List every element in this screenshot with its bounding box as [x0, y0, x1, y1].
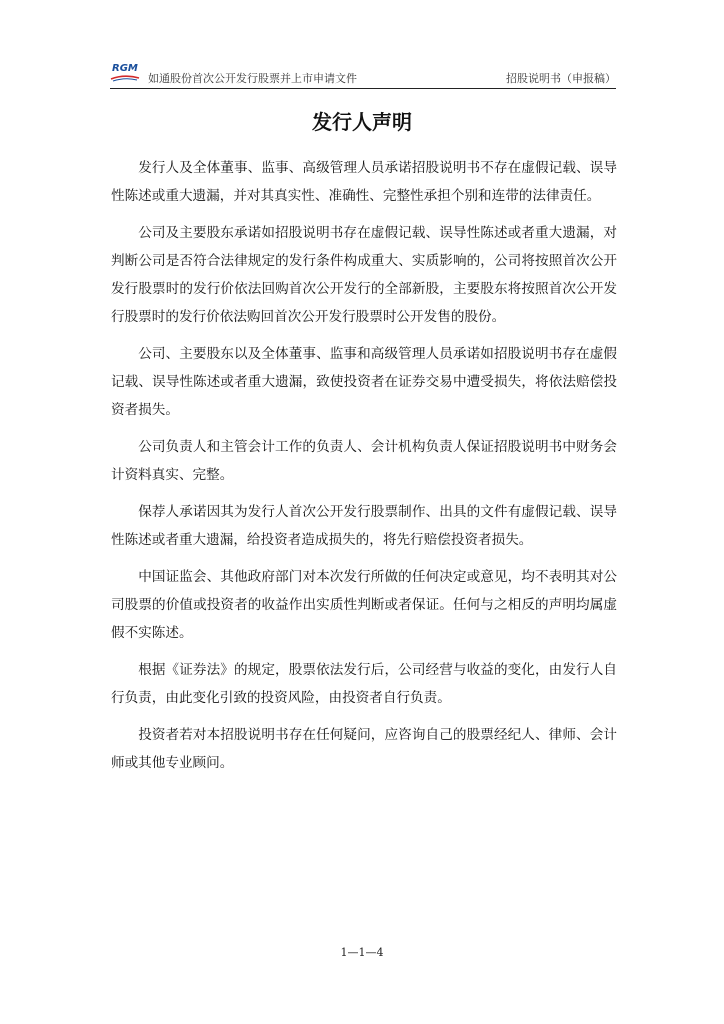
- paragraph-2: 公司及主要股东承诺如招股说明书存在虚假记载、误导性陈述或者重大遗漏，对判断公司是否符合法律规定的发行条件构成重大、实质影响的，公司将按照首次公开发行股票时的发行价依法回购首次公开发行的全部新股，主要股东将按照首次公开发行股票时的发行价依法购回首次公开发行股票时公开发售的股份。: [111, 225, 617, 325]
- declaration-body: [111, 154, 617, 786]
- paragraph-5: 保荐人承诺因其为发行人首次公开发行股票制作、出具的文件有虚假记载、误导性陈述或者重大遗漏，给投资者造成损失的，将先行赔偿投资者损失。: [111, 504, 617, 548]
- paragraph-6: 中国证监会、其他政府部门对本次发行所做的任何决定或意见，均不表明其对公司股票的价值或投资者的收益作出实质性判断或者保证。任何与之相反的声明均属虚假不实陈述。: [111, 569, 617, 641]
- paragraph-4: 公司负责人和主管会计工作的负责人、会计机构负责人保证招股说明书中财务会计资料真实、完整。: [111, 439, 617, 483]
- paragraph-3: 公司、主要股东以及全体董事、监事和高级管理人员承诺如招股说明书存在虚假记载、误导性陈述或者重大遗漏，致使投资者在证券交易中遭受损失，将依法赔偿投资者损失。: [111, 346, 617, 418]
- paragraph-1: 发行人及全体董事、监事、高级管理人员承诺招股说明书不存在虚假记载、误导性陈述或重大遗漏，并对其真实性、准确性、完整性承担个别和连带的法律责任。: [111, 160, 617, 204]
- paragraph-8: 投资者若对本招股说明书存在任何疑问，应咨询自己的股票经纪人、律师、会计师或其他专业顾问。: [111, 727, 617, 771]
- company-logo: [110, 62, 144, 84]
- page-header: [110, 62, 616, 89]
- logo-swoosh-icon: [110, 74, 140, 82]
- page-title: 发行人声明: [312, 110, 412, 134]
- paragraph-7: 根据《证券法》的规定，股票依法发行后，公司经营与收益的变化，由发行人自行负责，由此变化引致的投资风险，由投资者自行负责。: [111, 662, 617, 706]
- header-document-title: 如通股份首次公开发行股票并上市申请文件: [148, 72, 357, 85]
- page-number: 1—1—4: [340, 946, 384, 959]
- logo-text: RGM: [112, 63, 138, 74]
- header-document-type: 招股说明书（申报稿）: [506, 72, 616, 85]
